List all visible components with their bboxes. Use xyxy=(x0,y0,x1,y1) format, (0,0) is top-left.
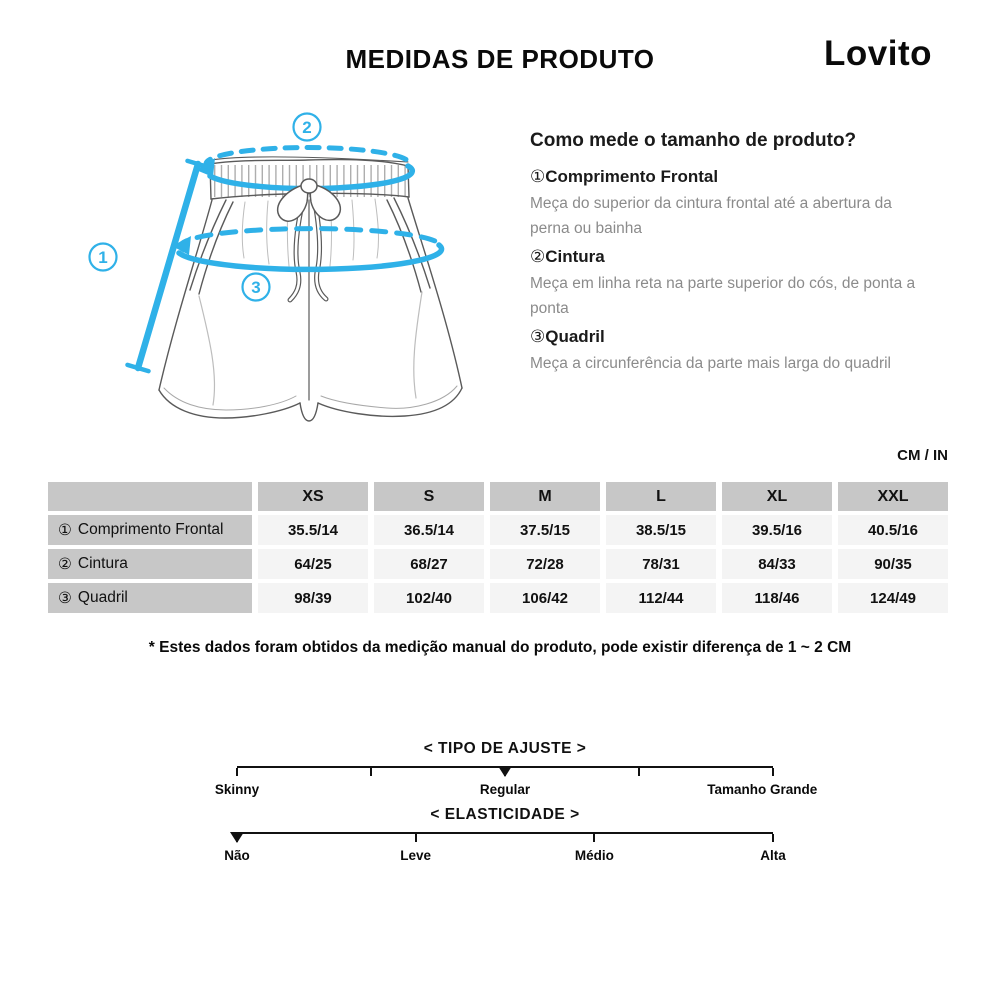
footnote: * Estes dados foram obtidos da medição manual do produto, pode existir diferença de 1 ~ 2 CM xyxy=(148,639,852,656)
scale-tick xyxy=(638,768,640,776)
circled-3-icon: ③ xyxy=(530,327,546,346)
length-measure-line xyxy=(128,161,209,371)
scale-label: Não xyxy=(224,848,250,863)
circled-1-icon: ① xyxy=(58,521,72,539)
table-cell: 39.5/16 xyxy=(722,515,832,545)
scale-label: Médio xyxy=(574,848,614,863)
scale-label: Regular xyxy=(479,782,531,797)
elasticity-scale xyxy=(224,806,786,866)
guide-item-label: ①Comprimento Frontal xyxy=(530,167,719,186)
table-cell: 98/39 xyxy=(258,583,368,613)
row-label-waist: ② Cintura xyxy=(48,549,252,579)
guide-item-length xyxy=(530,164,922,241)
table-cell: 64/25 xyxy=(258,549,368,579)
table-cell: 106/42 xyxy=(490,583,600,613)
guide-item-label: ②Cintura xyxy=(530,247,605,266)
scale-label: Tamanho Grande xyxy=(707,782,818,797)
table-cell: 78/31 xyxy=(606,549,716,579)
table-cell: 124/49 xyxy=(838,583,948,613)
elasticity-scale-line xyxy=(237,832,773,846)
guide-item-desc: Meça em linha reta na parte superior do cós, de ponta a ponta xyxy=(530,275,916,317)
circled-2-icon: ② xyxy=(58,555,72,573)
table-cell: 90/35 xyxy=(838,549,948,579)
fit-scale-labels xyxy=(214,782,818,800)
col-header-xs: XS xyxy=(258,482,368,511)
units-label: CM / IN xyxy=(897,447,948,464)
scale-tick xyxy=(593,834,595,842)
table-cell: 37.5/15 xyxy=(490,515,600,545)
col-header-s: S xyxy=(374,482,484,511)
marker-2: 2 xyxy=(302,118,312,137)
table-cell: 68/27 xyxy=(374,549,484,579)
size-table xyxy=(48,482,948,613)
table-cell: 36.5/14 xyxy=(374,515,484,545)
scale-tick xyxy=(415,834,417,842)
table-cell: 118/46 xyxy=(722,583,832,613)
fit-type-scale xyxy=(214,740,818,800)
table-cell: 40.5/16 xyxy=(838,515,948,545)
table-cell: 102/40 xyxy=(374,583,484,613)
scale-tick xyxy=(236,768,238,776)
table-cell: 112/44 xyxy=(606,583,716,613)
elasticity-scale-labels xyxy=(224,848,786,866)
col-header-m: M xyxy=(490,482,600,511)
col-header-xxl: XXL xyxy=(838,482,948,511)
scale-label: Leve xyxy=(400,848,432,863)
marker-3: 3 xyxy=(251,278,261,297)
row-label-length: ① Comprimento Frontal xyxy=(48,515,252,545)
elasticity-scale-title: < ELASTICIDADE > xyxy=(430,806,580,823)
col-header-xl: XL xyxy=(722,482,832,511)
guide-item-desc: Meça do superior da cintura frontal até a abertura da perna ou bainha xyxy=(530,195,892,237)
guide-item-desc: Meça a circunferência da parte mais larga do quadril xyxy=(530,355,891,372)
table-cell: 35.5/14 xyxy=(258,515,368,545)
row-label-hip: ③ Quadril xyxy=(48,583,252,613)
page-title: MEDIDAS DE PRODUTO xyxy=(345,44,655,74)
table-cell: 84/33 xyxy=(722,549,832,579)
guide-item-hip xyxy=(530,324,922,376)
col-header-l: L xyxy=(606,482,716,511)
scale-label: Alta xyxy=(760,848,786,863)
table-corner-cell xyxy=(48,482,252,511)
table-cell: 72/28 xyxy=(490,549,600,579)
measure-guide xyxy=(530,130,922,379)
scale-tick xyxy=(772,768,774,776)
circled-3-icon: ③ xyxy=(58,589,72,607)
guide-heading: Como mede o tamanho de produto? xyxy=(530,130,857,151)
fit-marker-icon xyxy=(498,766,512,777)
circled-1-icon: ① xyxy=(530,167,546,186)
table-cell: 38.5/15 xyxy=(606,515,716,545)
scale-tick xyxy=(772,834,774,842)
scale-label: Skinny xyxy=(214,782,260,797)
fit-scale-line xyxy=(237,766,773,780)
circled-2-icon: ② xyxy=(530,247,546,266)
guide-item-label: ③Quadril xyxy=(530,327,605,346)
marker-1: 1 xyxy=(98,248,108,267)
guide-item-waist xyxy=(530,244,922,321)
scale-tick xyxy=(370,768,372,776)
brand-logo: Lovito xyxy=(824,34,932,73)
shorts-measurement-diagram xyxy=(60,100,510,450)
fit-scale-title: < TIPO DE AJUSTE > xyxy=(423,740,587,757)
elasticity-marker-icon xyxy=(230,832,244,843)
